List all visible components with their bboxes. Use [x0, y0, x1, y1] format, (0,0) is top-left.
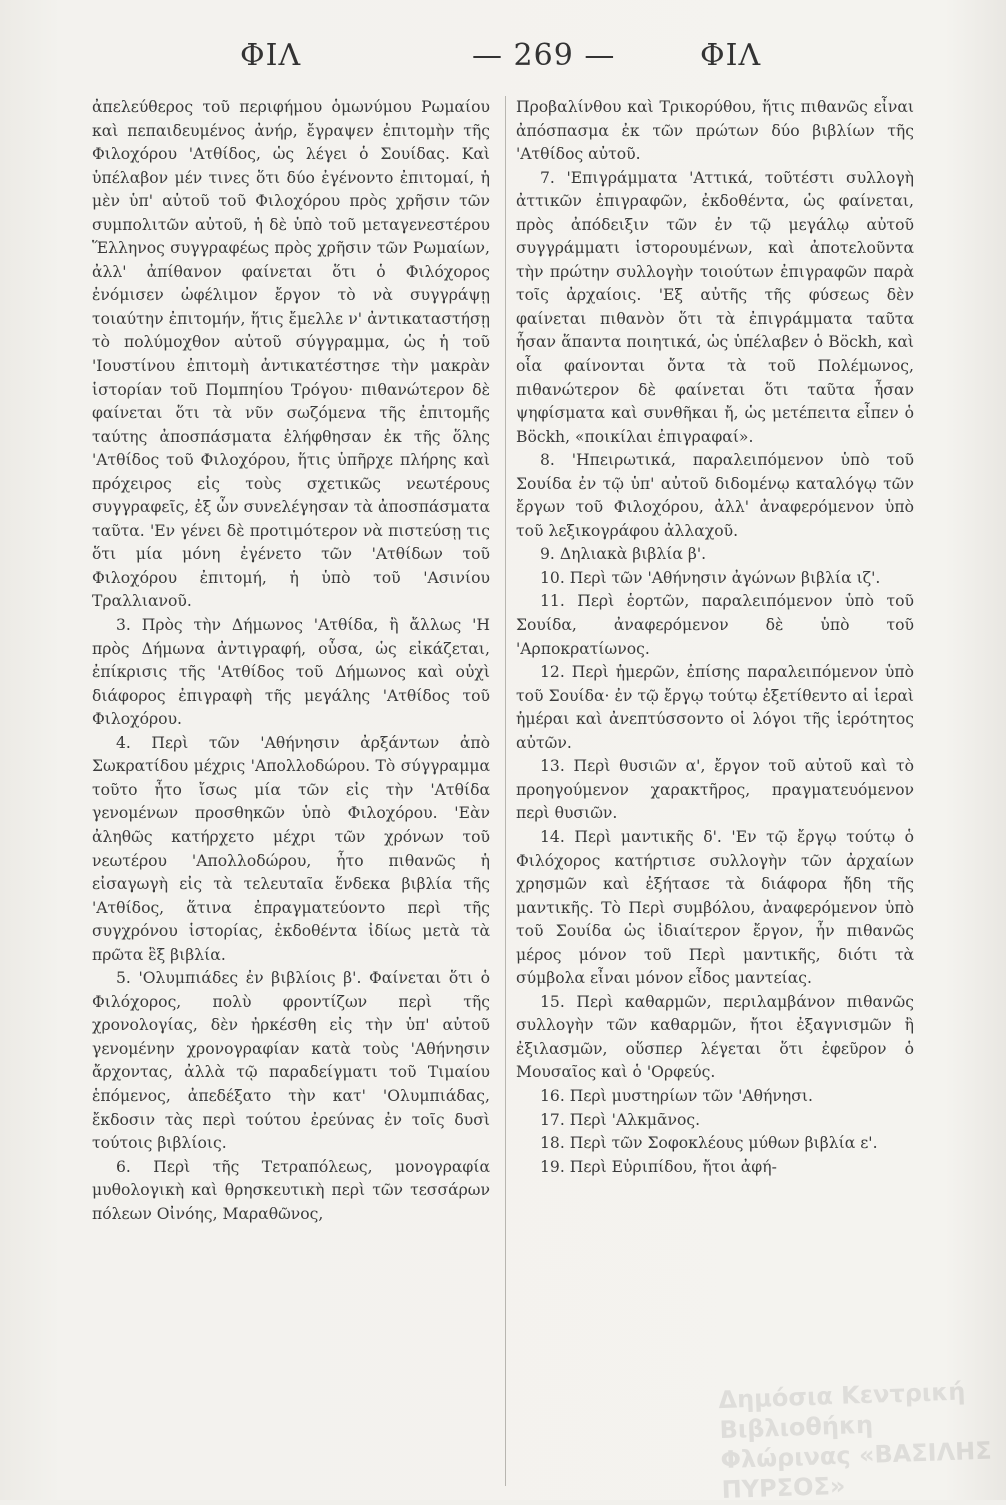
column-divider — [505, 96, 506, 1486]
paragraph: 3. Πρὸς τὴν Δήμωνος 'Ατθίδα, ἢ ἄλλως 'Η πρὸς Δήμωνα ἀντιγραφή, οὖσα, ὡς εἰκάζεται, ἐπίκρισις τῆς 'Ατθίδος τοῦ Δήμωνος καὶ οὐχὶ διάφορος ἐπιγραφὴ τῆς μεγάλης 'Ατθίδος τοῦ Φιλοχόρου. — [92, 616, 490, 729]
paragraph: 19. Περὶ Εὐριπίδου, ἤτοι ἀφή- — [540, 1157, 777, 1176]
paragraph: 14. Περὶ μαντικῆς δ'. 'Εν τῷ ἔργῳ τούτῳ ὁ Φιλόχορος κατήρτισε συλλογὴν τῶν ἀρχαίων χρησμῶν καὶ ἐξήτασε τὰ διάφορα ἤδη τῆς μαντικῆς. Τὸ Περὶ συμβόλου, ἀναφερόμενον ὑπὸ τοῦ Σουίδα ὡς ἰδιαίτερον ἔργον, ἦν πιθανῶς μέρος μόνον τοῦ Περὶ μαντικῆς, διότι τὰ σύμβολα εἶναι μόνον εἶδος μαντείας. — [516, 827, 914, 988]
paragraph: 9. Δηλιακὰ βιβλία β'. — [540, 545, 707, 564]
paragraph: 7. 'Επιγράμματα 'Αττικά, τοῦτέστι συλλογὴ ἀττικῶν ἐπιγραφῶν, ἐκδοθέντα, ὡς φαίνεται, πρὸς ἀπόδειξιν τῶν ἐν τῷ μεγάλῳ αὐτοῦ συγγράμματι ἱστορουμένων, καὶ ἀποτελοῦντα τὴν πρώτην συλλογὴν τοιούτων ἐπιγραφῶν παρὰ τοῖς ἀρχαίοις. 'Εξ αὐτῆς τῆς φύσεως δὲν φαίνεται πιθανὸν ὅτι τὰ ἐπιγράμματα ταῦτα ἦσαν ἅπαντα ποιητικά, ὡς ὑπέλαβεν ὁ Böckh, καὶ οἷα φαίνονται ὄντα τὰ τοῦ Πολέμωνος, πιθανώτερον δὲ φαίνεται ὅτι ταῦτα ἦσαν ψηφίσματα καὶ συνθῆκαι ἤ, ὡς μετέπειτα εἶπεν ὁ Böckh, «ποικίλαι ἐπιγραφαί». — [516, 168, 914, 446]
paragraph: 11. Περὶ ἑορτῶν, παραλειπόμενον ὑπὸ τοῦ Σουίδα, ἀναφερόμενον δὲ ὑπὸ τοῦ 'Αρποκρατίωνος. — [516, 592, 914, 658]
running-head-right: ΦΙΛ — [700, 38, 762, 73]
paragraph: 6. Περὶ τῆς Τετραπόλεως, μονογραφία μυθολογικὴ καὶ θρησκευτικὴ περὶ τῶν τεσσάρων πόλεων Οἰνόης, Μαραθῶνος, — [92, 1157, 490, 1223]
library-watermark: Δημόσια Κεντρική Βιβλιοθήκη Φλώρινας «ΒΑΣΙΛΗΣ ΠΥΡΣΟΣ» — [718, 1377, 993, 1505]
paragraph: Προβαλίνθου καὶ Τρικορύθου, ἥτις πιθανῶς εἶναι ἀπόσπασμα ἐκ τῶν πρώτων δύο βιβλίων τῆς 'Ατθίδος αὐτοῦ. — [516, 98, 914, 164]
paragraph: 8. 'Ηπειρωτικά, παραλειπόμενον ὑπὸ τοῦ Σουίδα ἐν τῷ ὑπ' αὐτοῦ διδομένῳ καταλόγῳ τῶν ἔργων τοῦ Φιλοχόρου, ἀλλ' ἀναφερόμενον ὑπὸ τοῦ λεξικογράφου ἀλλαχοῦ. — [516, 451, 914, 540]
page-number: — 269 — — [472, 38, 616, 73]
paragraph: 18. Περὶ τῶν Σοφοκλέους μύθων βιβλία ε'. — [540, 1134, 878, 1153]
paragraph: 12. Περὶ ἡμερῶν, ἐπίσης παραλειπόμενον ὑπὸ τοῦ Σουίδα· ἐν τῷ ἔργῳ τούτῳ ἐξετίθεντο αἱ ἱεραὶ ἡμέραι καὶ ἀνεπτύσσοντο οἱ λόγοι τῆς ἱερότητος αὐτῶν. — [516, 663, 914, 752]
page-header — [60, 30, 960, 82]
running-head-left: ΦΙΛ — [240, 38, 302, 73]
paragraph: 4. Περὶ τῶν 'Αθήνησιν ἀρξάντων ἀπὸ Σωκρατίδου μέχρις 'Απολλοδώρου. Τὸ σύγγραμμα τοῦτο ἦτο ἴσως μία τῶν εἰς τὴν 'Ατθίδα γενομένων προσθηκῶν ὑπὸ Φιλοχόρου. 'Εὰν ἀληθῶς κατήρχετο μέχρι τῶν χρόνων τοῦ νεωτέρου 'Απολλοδώρου, ἦτο πιθανῶς ἡ εἰσαγωγὴ εἰς τὰ τελευταῖα ἕνδεκα βιβλία τῆς 'Ατθίδος, ἅτινα ἐπραγματεύοντο περὶ τῆς συγχρόνου ἱστορίας, ἐκδοθέντα ἰδίως μετὰ τὰ πρῶτα ἓξ βιβλία. — [92, 733, 490, 964]
left-column — [92, 96, 490, 1226]
paragraph: 5. 'Ολυμπιάδες ἐν βιβλίοις β'. Φαίνεται ὅτι ὁ Φιλόχορος, πολὺ φροντίζων περὶ τῆς χρονολογίας, δὲν ἠρκέσθη εἰς τὴν ὑπ' αὐτοῦ γενομένην χρονογραφίαν κατὰ τοὺς 'Αθήνησιν ἄρχοντας, ἀλλὰ τῷ παραδείγματι τοῦ Τιμαίου ἑπόμενος, ἀπεδέξατο τὴν κατ' 'Ολυμπιάδας, ἔκδοσιν τὰς περὶ τούτου ἐρεύνας ἐν τοῖς δυσὶ τούτοις βιβλίοις. — [92, 969, 490, 1153]
paragraph: 15. Περὶ καθαρμῶν, περιλαμβάνον πιθανῶς συλλογὴν τῶν καθαρμῶν, ἤτοι ἐξαγνισμῶν ἢ ἐξιλασμῶν, οὕσπερ λέγεται ὅτι ἐφεῦρον ὁ Μουσαῖος καὶ ὁ 'Ορφεύς. — [516, 992, 914, 1082]
paragraph: 17. Περὶ 'Αλκμᾶνος. — [540, 1110, 701, 1129]
paragraph: 16. Περὶ μυστηρίων τῶν 'Αθήνησι. — [540, 1086, 813, 1105]
paragraph: 10. Περὶ τῶν 'Αθήνησιν ἀγώνων βιβλία ιζ'. — [540, 568, 881, 587]
right-column — [516, 96, 914, 1179]
paragraph: 13. Περὶ θυσιῶν α', ἔργον τοῦ αὐτοῦ καὶ τὸ προηγούμενον χαρακτῆρος, πραγματευόμενον περὶ θυσιῶν. — [516, 757, 914, 823]
paragraph: ἀπελεύθερος τοῦ περιφήμου ὁμωνύμου Ρωμαίου καὶ πεπαιδευμένος ἀνήρ, ἔγραψεν ἐπιτομὴν τῆς Φιλοχόρου 'Ατθίδος, ὡς λέγει ὁ Σουίδας. Καὶ ὑπέλαβον μέν τινες ὅτι δύο ἐγένοντο ἐπιτομαί, ἡ μὲν ὑπ' αὐτοῦ τοῦ Φιλοχόρου πρὸς χρῆσιν τῶν συμπολιτῶν αὐτοῦ, ἡ δὲ ὑπὸ τοῦ μεταγενεστέρου Ἕλληνος συγγραφέως πρὸς χρῆσιν τῶν Ρωμαίων, ἀλλ' ἀπίθανον φαίνεται ὅτι ὁ Φιλόχορος ἐνόμισεν ὠφέλιμον ἔργον τὸ νὰ συγγράψῃ τοιαύτην ἐπιτομήν, ἥτις ἔμελλε ν' ἀντικαταστήσῃ τὸ πολύμοχθον αὐτοῦ σύγγραμμα, ὡς ἡ τοῦ 'Ιουστίνου ἐπιτομὴ ἀντικατέστησε τὴν μακρὰν ἱστορίαν τοῦ Πομπηίου Τρόγου· πιθανώτερον δὲ φαίνεται ὅτι τὰ νῦν σωζόμενα τῆς ἐπιτομῆς ταύτης ἀποσπάσματα ἐλήφθησαν ἐκ τῆς ὅλης 'Ατθίδος τοῦ Φιλοχόρου, ἥτις ὑπῆρχε πλήρης καὶ πρόχειρος εἰς τοὺς σχετικῶς νεωτέρους συγγραφεῖς, ἐξ ὧν συνελέγησαν τὰ ἀποσπάσματα ταῦτα. 'Εν γένει δὲ προτιμότερον νὰ πιστεύσῃ τις ὅτι μία μόνη ἐγένετο τῶν 'Ατθίδων τοῦ Φιλοχόρου ἐπιτομή, ἡ ὑπὸ τοῦ 'Ασινίου Τραλλιανοῦ. — [92, 98, 490, 611]
